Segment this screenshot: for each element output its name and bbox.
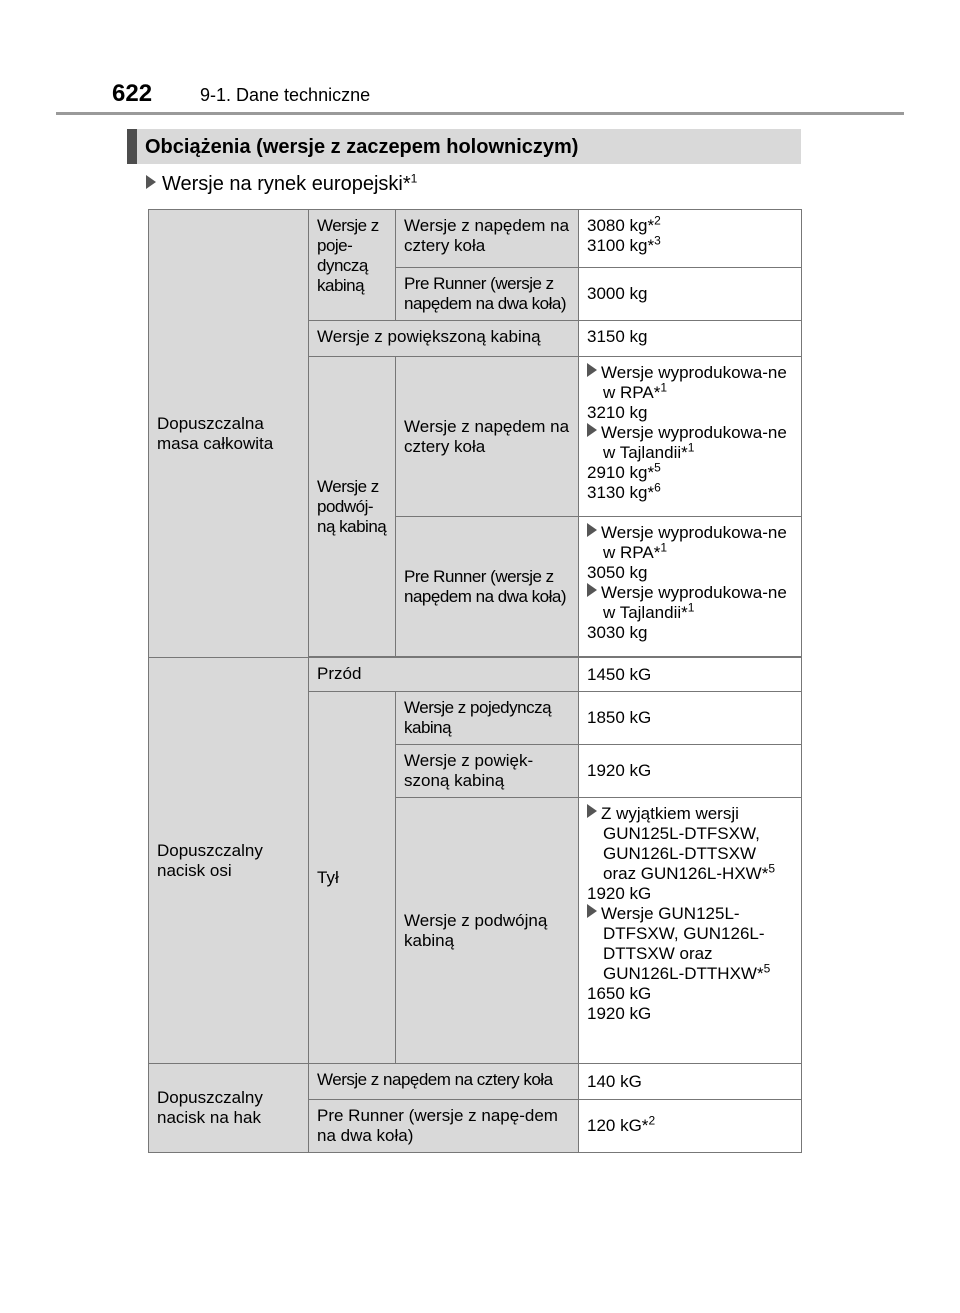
- triangle-bullet-icon: [587, 423, 597, 437]
- gvm-double-4wd-value: [579, 357, 802, 517]
- value-text: 3210 kg: [587, 403, 648, 422]
- footnote-ref: 5: [763, 961, 771, 976]
- front-axle-label: Przód: [309, 658, 579, 692]
- four-wd-label: Wersje z napędem na cztery koła: [396, 210, 579, 268]
- table-row: [149, 658, 802, 692]
- prerunner-label: Pre Runner (wersje z napę-dem na dwa koła): [309, 1100, 579, 1153]
- footnote-ref: 3: [654, 233, 661, 248]
- axle-label: Dopuszczalny nacisk osi: [149, 658, 309, 1064]
- value-text: 3100 kg*: [587, 236, 655, 255]
- triangle-bullet-icon: [587, 363, 597, 377]
- value-text: 3030 kg: [587, 623, 648, 642]
- hitch-prerunner-value: [579, 1100, 802, 1153]
- page-header: [0, 0, 960, 120]
- extended-cab-label: Wersje z powięk-szoną kabiną: [396, 745, 579, 798]
- bullet-text: Wersje wyprodukowa-ne w RPA*: [601, 363, 787, 402]
- gvm-single-prerunner-value: 3000 kg: [579, 268, 802, 321]
- footnote-ref: 1: [687, 600, 695, 615]
- market-subheading: [146, 171, 417, 197]
- four-wd-label: Wersje z napędem na cztery koła: [396, 357, 579, 517]
- bullet-text: Wersje GUN125L-DTFSXW, GUN126L-DTTSXW oraz GUN126L-DTTHXW*: [601, 904, 765, 983]
- gvm-label: Dopuszczalna masa całkowita: [149, 210, 309, 658]
- chapter-title: 9-1. Dane techniczne: [200, 85, 371, 105]
- value-text: 3130 kg*: [587, 483, 655, 502]
- section-heading-bar: [127, 129, 801, 164]
- triangle-bullet-icon: [587, 583, 597, 597]
- bullet-text: Wersje wyprodukowa-ne w Tajlandii*: [601, 423, 787, 462]
- load-spec-table: [148, 209, 802, 1153]
- rear-double-value: [579, 798, 802, 1064]
- footnote-ref: 2: [648, 1113, 656, 1128]
- market-subheading-text: Wersje na rynek europejski*: [162, 173, 411, 195]
- footnote-ref: 5: [768, 861, 776, 876]
- double-cab-label: Wersje z podwój-ną kabiną: [309, 357, 396, 657]
- extended-cab-label: Wersje z powiększoną kabiną: [309, 321, 579, 357]
- hitch-4wd-value: 140 kG: [579, 1064, 802, 1100]
- prerunner-label: Pre Runner (wersje z napędem na dwa koła): [396, 268, 579, 321]
- footnote-ref: 5: [654, 460, 661, 475]
- header-divider: [56, 112, 904, 115]
- gvm-extended-value: 3150 kg: [579, 321, 802, 357]
- single-cab-label: Wersje z poje-dynczą kabiną: [309, 210, 396, 321]
- footnote-ref: 1: [410, 171, 418, 186]
- gvm-double-prerunner-value: [579, 517, 802, 657]
- value-text: 1650 kG: [587, 984, 652, 1003]
- footnote-ref: 1: [660, 540, 667, 555]
- value-text: 120 kG*: [587, 1116, 649, 1135]
- footnote-ref: 1: [660, 380, 667, 395]
- table-row: [149, 210, 802, 268]
- triangle-bullet-icon: [587, 804, 597, 818]
- section-title: Obciążenia (wersje z zaczepem holowniczym): [145, 136, 579, 158]
- single-cab-label: Wersje z pojedynczą kabiną: [396, 692, 579, 745]
- gvm-single-4wd-value: [579, 210, 802, 268]
- value-text: 3080 kg*: [587, 216, 655, 235]
- footnote-ref: 1: [687, 440, 695, 455]
- footnote-ref: 6: [654, 480, 661, 495]
- front-axle-value: 1450 kG: [579, 658, 802, 692]
- value-text: 1920 kG: [587, 884, 652, 903]
- rear-single-value: 1850 kG: [579, 692, 802, 745]
- hitch-label: Dopuszczalny nacisk na hak: [149, 1064, 309, 1153]
- triangle-bullet-icon: [587, 904, 597, 918]
- four-wd-label: Wersje z napędem na cztery koła: [309, 1064, 579, 1100]
- rear-extended-value: 1920 kG: [579, 745, 802, 798]
- section-marker: [127, 129, 137, 164]
- value-text: 2910 kg*: [587, 463, 655, 482]
- page-number: 622: [112, 80, 153, 107]
- bullet-text: Z wyjątkiem wersji GUN125L-DTFSXW, GUN126L-DTTSXW oraz GUN126L-HXW*: [601, 804, 769, 883]
- rear-axle-label: Tył: [309, 692, 396, 1064]
- bullet-text: Wersje wyprodukowa-ne w RPA*: [601, 523, 787, 562]
- footnote-ref: 2: [654, 213, 661, 228]
- triangle-bullet-icon: [587, 523, 597, 537]
- value-text: 3050 kg: [587, 563, 648, 582]
- triangle-bullet-icon: [146, 175, 156, 189]
- value-text: 1920 kG: [587, 1004, 652, 1023]
- double-cab-label: Wersje z podwójną kabiną: [396, 798, 579, 1064]
- bullet-text: Wersje wyprodukowa-ne w Tajlandii*: [601, 583, 787, 622]
- prerunner-label: Pre Runner (wersje z napędem na dwa koła): [396, 517, 579, 657]
- table-row: [149, 1064, 802, 1100]
